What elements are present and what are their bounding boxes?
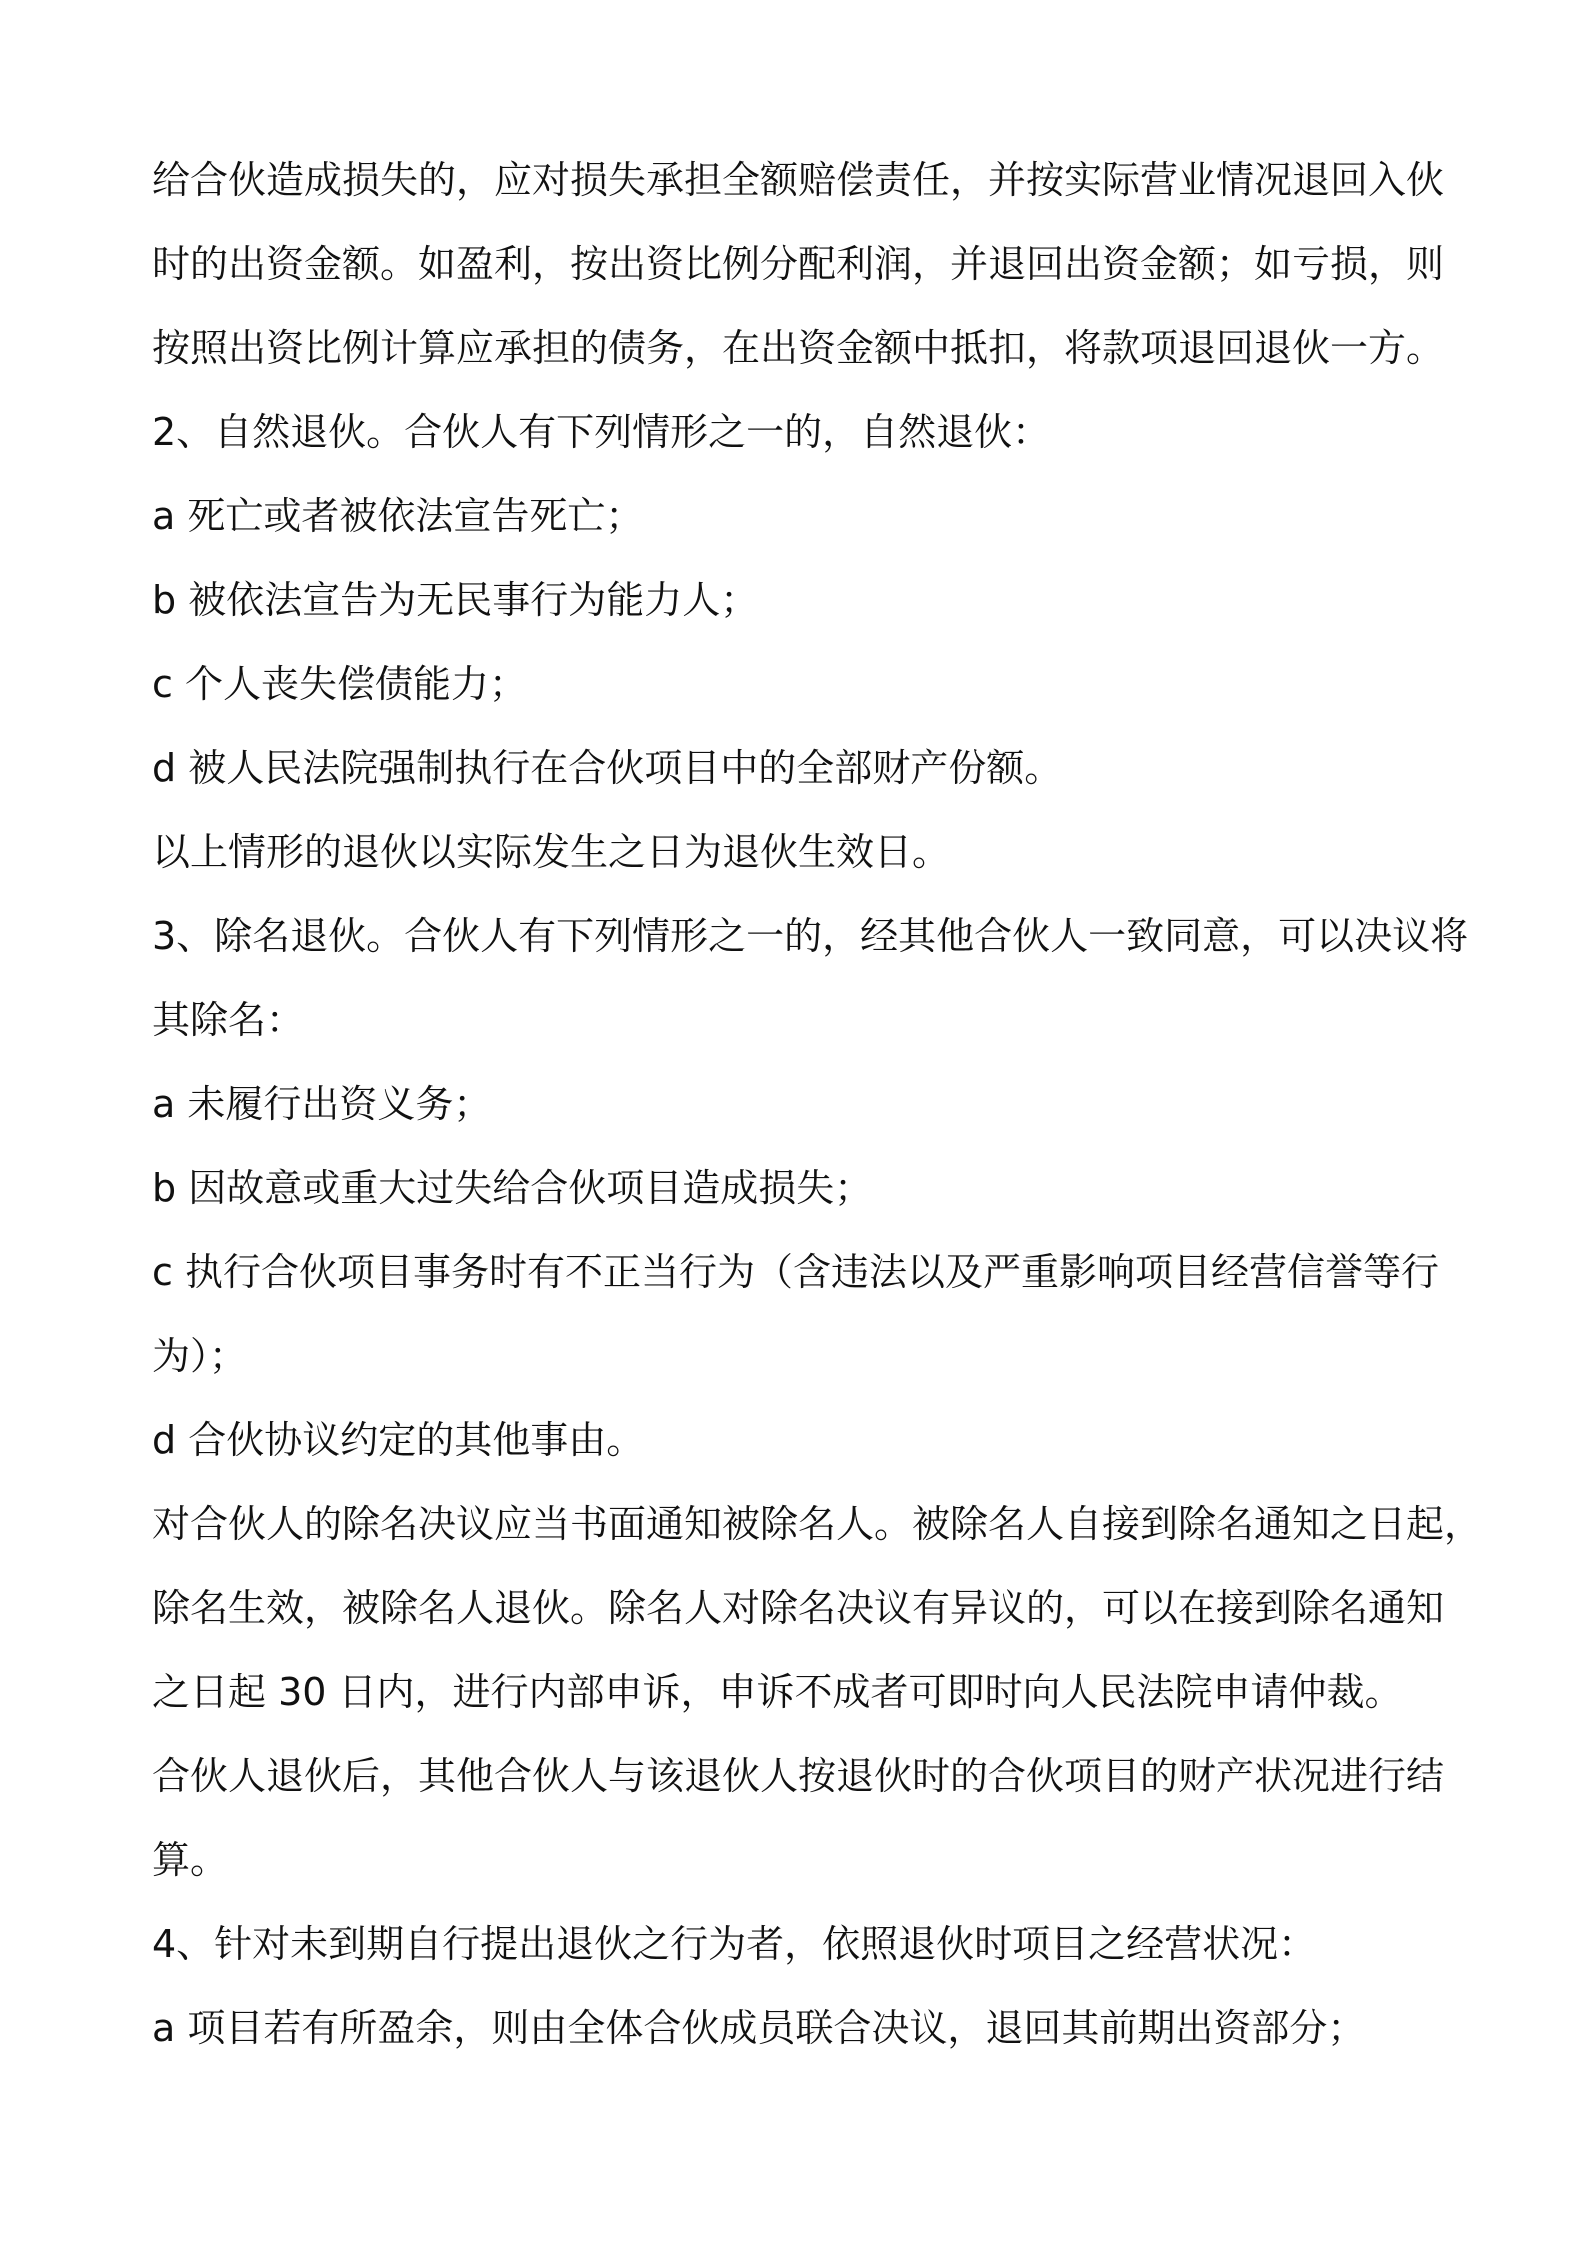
text-line: 为）； [152, 1334, 248, 1378]
text-line: 以上情形的退伙以实际发生之日为退伙生效日。 [152, 830, 951, 874]
text-line: 时的出资金额。如盈利，按出资比例分配利润，并退回出资金额；如亏损，则 [152, 242, 1445, 286]
text-line: 之日起 30 日内，进行内部申诉，申诉不成者可即时向人民法院申请仲裁。 [152, 1670, 1403, 1714]
text-line: 合伙人退伙后，其他合伙人与该退伙人按退伙时的合伙项目的财产状况进行结 [152, 1754, 1445, 1798]
clause-heading: 2、自然退伙。合伙人有下列情形之一的，自然退伙： [152, 410, 1051, 454]
list-item: c 个人丧失偿债能力； [152, 662, 527, 706]
list-item: a 项目若有所盈余，则由全体合伙成员联合决议，退回其前期出资部分； [152, 2006, 1366, 2050]
document-body [152, 138, 1483, 2070]
text-line: 算。 [152, 1838, 229, 1882]
clause-heading: 3、除名退伙。合伙人有下列情形之一的，经其他合伙人一致同意，可以决议将 [152, 914, 1469, 958]
list-item: a 死亡或者被依法宣告死亡； [152, 494, 644, 538]
text-line: 其除名： [152, 998, 305, 1042]
list-item: d 合伙协议约定的其他事由。 [152, 1418, 645, 1462]
list-item: b 被依法宣告为无民事行为能力人； [152, 578, 759, 622]
list-item: a 未履行出资义务； [152, 1082, 492, 1126]
list-item: d 被人民法院强制执行在合伙项目中的全部财产份额。 [152, 746, 1063, 790]
text-line: 按照出资比例计算应承担的债务，在出资金额中抵扣，将款项退回退伙一方。 [152, 326, 1445, 370]
list-item: c 执行合伙项目事务时有不正当行为（含违法以及严重影响项目经营信誉等行 [152, 1250, 1439, 1294]
text-line: 除名生效，被除名人退伙。除名人对除名决议有异议的，可以在接到除名通知 [152, 1586, 1445, 1630]
text-line: 给合伙造成损失的，应对损失承担全额赔偿责任，并按实际营业情况退回入伙 [152, 158, 1445, 202]
text-line: 对合伙人的除名决议应当书面通知被除名人。被除名人自接到除名通知之日起， [152, 1502, 1483, 1546]
clause-heading: 4、针对未到期自行提出退伙之行为者，依照退伙时项目之经营状况： [152, 1922, 1317, 1966]
list-item: b 因故意或重大过失给合伙项目造成损失； [152, 1166, 873, 1210]
